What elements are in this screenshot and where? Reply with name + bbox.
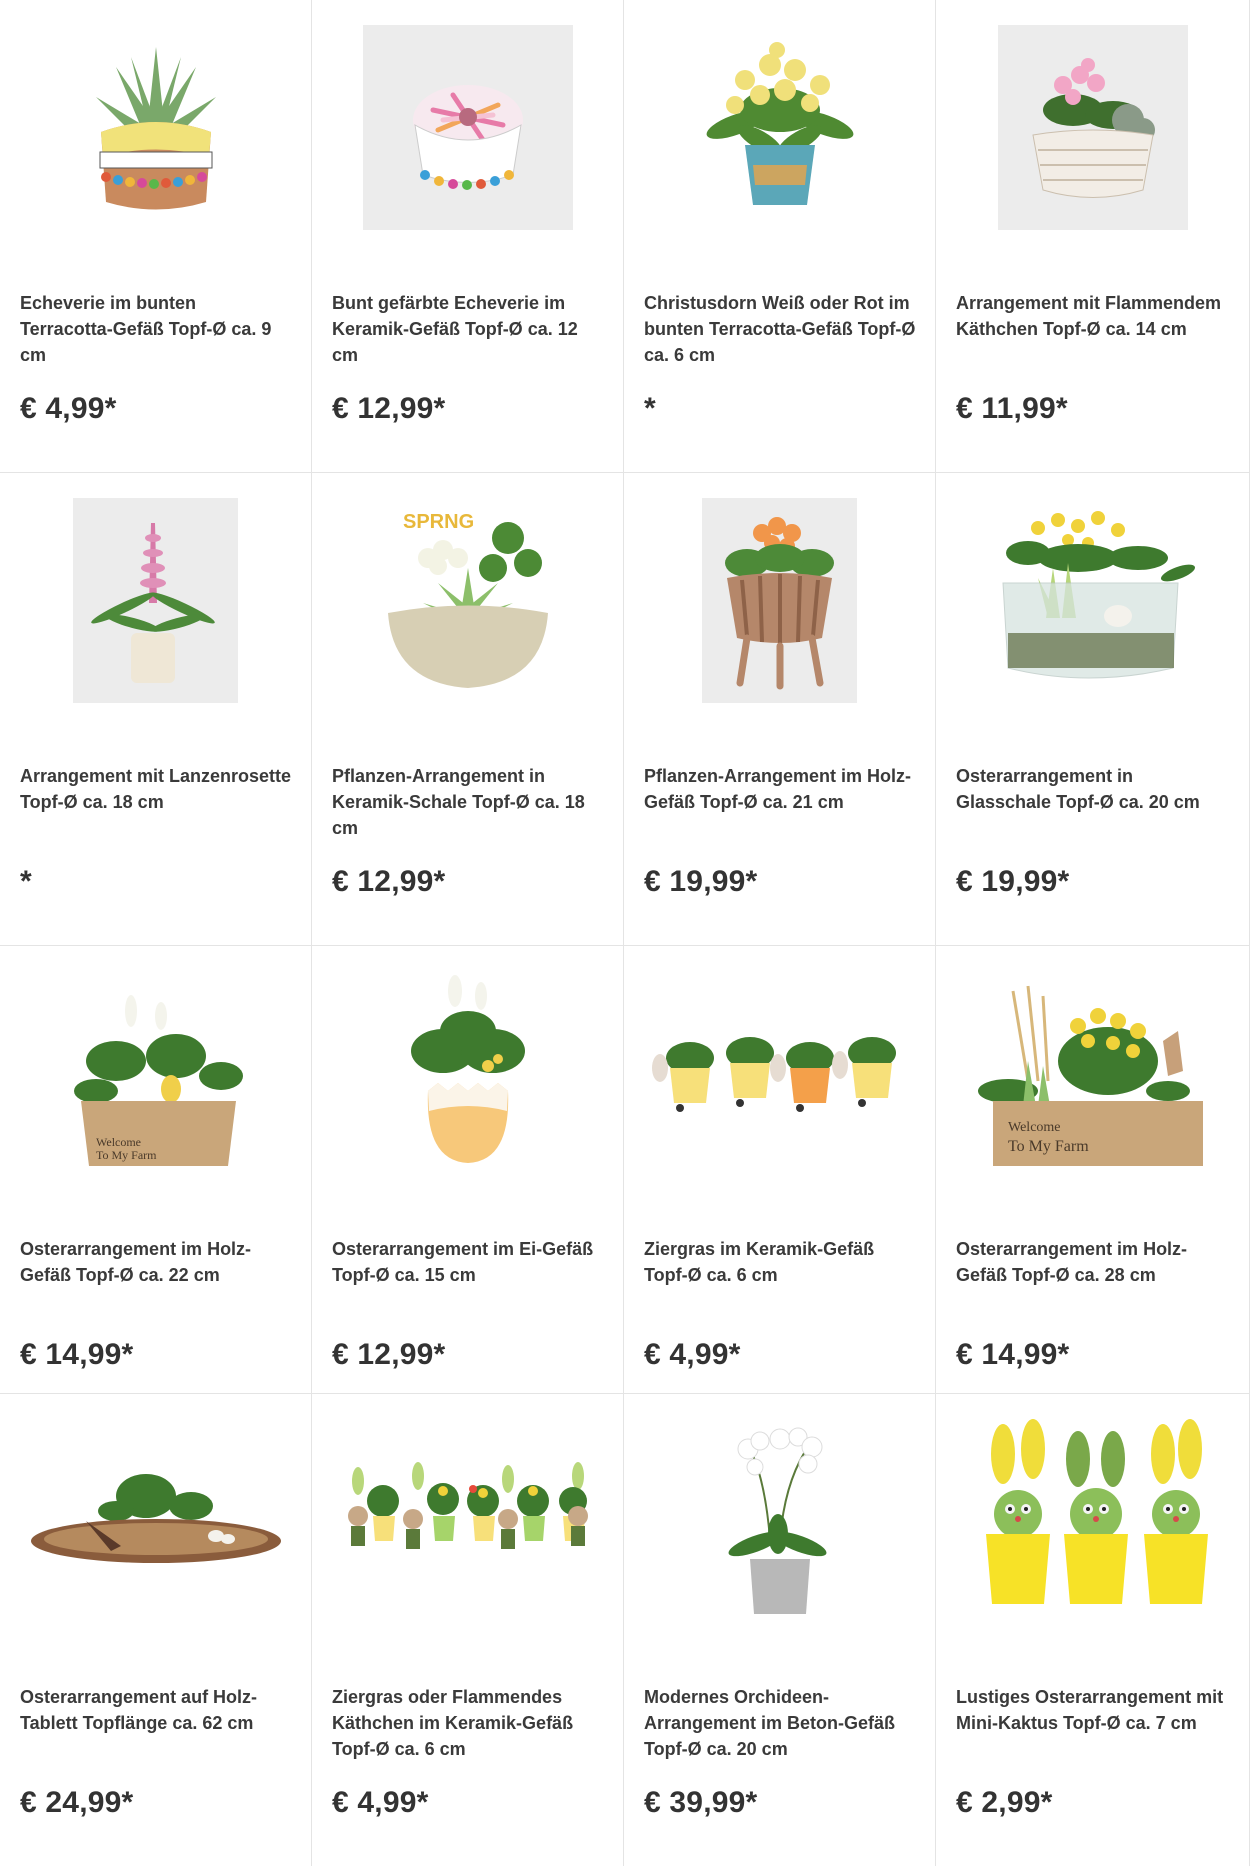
- grass-kalanchoe-pots-icon: [333, 1461, 603, 1581]
- product-row: [0, 946, 1250, 1394]
- kalanchoe-bowl-arrangement-icon: [998, 25, 1188, 230]
- product-title[interactable]: Arrangement mit Flammendem Käthchen Topf-Ø ca. 14 cm: [956, 293, 1222, 339]
- product-title[interactable]: Echeverie im bunten Terracotta-Gefäß Topf-Ø ca. 9 cm: [20, 293, 272, 365]
- product-price: € 19,99*: [956, 865, 1070, 898]
- product-price: *: [644, 392, 656, 425]
- product-row: [0, 473, 1250, 946]
- product-card[interactable]: [936, 473, 1250, 945]
- crown-of-thorns-plant-icon: [675, 25, 885, 230]
- product-price: € 12,99*: [332, 392, 446, 425]
- product-price: € 4,99*: [644, 1338, 741, 1371]
- svg-text:SPRNG: SPRNG: [402, 510, 474, 533]
- product-image[interactable]: [624, 495, 935, 705]
- product-price: € 24,99*: [20, 1786, 134, 1819]
- wooden-tray-arrangement-icon: [16, 1451, 296, 1591]
- product-title[interactable]: Arrangement mit Lanzenrosette Topf-Ø ca. 18 cm: [20, 766, 292, 812]
- product-image[interactable]: [624, 1416, 935, 1626]
- product-image[interactable]: [936, 22, 1249, 232]
- product-title[interactable]: Christusdorn Weiß oder Rot im bunten Terracotta-Gefäß Topf-Ø ca. 6 cm: [644, 293, 916, 365]
- product-price: € 4,99*: [332, 1786, 429, 1819]
- product-title[interactable]: Pflanzen-Arrangement im Holz-Gefäß Topf-Ø ca. 21 cm: [644, 766, 912, 812]
- product-card[interactable]: [0, 946, 312, 1393]
- product-row: [0, 0, 1250, 473]
- large-wooden-crate-arrangement-icon: [968, 971, 1218, 1176]
- product-image[interactable]: [312, 495, 623, 705]
- product-title[interactable]: Bunt gefärbte Echeverie im Keramik-Gefäß Topf-Ø ca. 12 cm: [332, 293, 578, 365]
- product-card[interactable]: [0, 473, 312, 945]
- product-card[interactable]: [936, 0, 1250, 472]
- product-image[interactable]: [624, 968, 935, 1178]
- wooden-crate-easter-arrangement-icon: [56, 971, 256, 1176]
- product-card[interactable]: [624, 1394, 936, 1866]
- product-card[interactable]: [936, 946, 1250, 1393]
- product-image[interactable]: [936, 968, 1249, 1178]
- product-title[interactable]: Osterarrangement im Ei-Gefäß Topf-Ø ca. 15 cm: [332, 1239, 594, 1285]
- product-title[interactable]: Ziergras im Keramik-Gefäß Topf-Ø ca. 6 cm: [644, 1239, 875, 1285]
- svg-text:Welcome: Welcome: [1007, 1119, 1061, 1135]
- product-card[interactable]: [936, 1394, 1250, 1866]
- svg-text:To My Farm: To My Farm: [1007, 1137, 1089, 1155]
- product-image[interactable]: [312, 22, 623, 232]
- product-price: € 19,99*: [644, 865, 758, 898]
- product-row: [0, 1394, 1250, 1866]
- glass-bowl-easter-arrangement-icon: [978, 498, 1208, 703]
- wooden-pot-arrangement-icon: [702, 498, 857, 703]
- product-image[interactable]: [936, 1416, 1249, 1626]
- product-card[interactable]: [312, 473, 624, 945]
- product-image[interactable]: [0, 22, 311, 232]
- product-card[interactable]: [312, 1394, 624, 1866]
- product-price: *: [20, 865, 32, 898]
- product-card[interactable]: [312, 946, 624, 1393]
- product-image[interactable]: [936, 495, 1249, 705]
- product-price: € 12,99*: [332, 865, 446, 898]
- product-price: € 11,99*: [956, 392, 1068, 425]
- egg-pot-arrangement-icon: [393, 971, 543, 1176]
- product-price: € 14,99*: [956, 1338, 1070, 1371]
- product-title[interactable]: Ziergras oder Flammendes Käthchen im Keramik-Gefäß Topf-Ø ca. 6 cm: [332, 1687, 574, 1759]
- product-title[interactable]: Modernes Orchideen-Arrangement im Beton-Gefäß Topf-Ø ca. 20 cm: [644, 1687, 896, 1759]
- product-price: € 14,99*: [20, 1338, 134, 1371]
- product-title[interactable]: Osterarrangement im Holz-Gefäß Topf-Ø ca. 22 cm: [20, 1239, 252, 1285]
- product-title[interactable]: Osterarrangement in Glasschale Topf-Ø ca. 20 cm: [956, 766, 1200, 812]
- product-card[interactable]: [624, 473, 936, 945]
- mini-cactus-bunny-pots-icon: [968, 1419, 1218, 1624]
- product-price: € 39,99*: [644, 1786, 758, 1819]
- product-image[interactable]: [0, 968, 311, 1178]
- ceramic-bowl-arrangement-icon: [368, 498, 568, 703]
- product-card[interactable]: [0, 0, 312, 472]
- product-title[interactable]: Osterarrangement im Holz-Gefäß Topf-Ø ca. 28 cm: [956, 1239, 1188, 1285]
- product-price: € 2,99*: [956, 1786, 1053, 1819]
- product-card[interactable]: [624, 0, 936, 472]
- ornamental-grass-pots-icon: [650, 1013, 910, 1133]
- product-title[interactable]: Osterarrangement auf Holz-Tablett Topflänge ca. 62 cm: [20, 1687, 258, 1733]
- product-card[interactable]: [624, 946, 936, 1393]
- orchid-concrete-pot-icon: [720, 1419, 840, 1624]
- colored-echeveria-pot-icon: [363, 25, 573, 230]
- product-title[interactable]: Lustiges Osterarrangement mit Mini-Kaktus Topf-Ø ca. 7 cm: [956, 1687, 1224, 1733]
- product-image[interactable]: [312, 1416, 623, 1626]
- succulent-terracotta-pot-icon: [56, 27, 256, 227]
- product-image[interactable]: [312, 968, 623, 1178]
- product-title[interactable]: Pflanzen-Arrangement in Keramik-Schale Topf-Ø ca. 18 cm: [332, 766, 585, 838]
- product-price: € 4,99*: [20, 392, 117, 425]
- product-image[interactable]: [0, 1416, 311, 1626]
- svg-text:Welcome: Welcome: [95, 1134, 141, 1149]
- bromeliad-arrangement-icon: [73, 498, 238, 703]
- product-price: € 12,99*: [332, 1338, 446, 1371]
- product-image[interactable]: [624, 22, 935, 232]
- product-image[interactable]: [0, 495, 311, 705]
- product-card[interactable]: [312, 0, 624, 472]
- product-card[interactable]: [0, 1394, 312, 1866]
- svg-text:To My Farm: To My Farm: [95, 1147, 156, 1162]
